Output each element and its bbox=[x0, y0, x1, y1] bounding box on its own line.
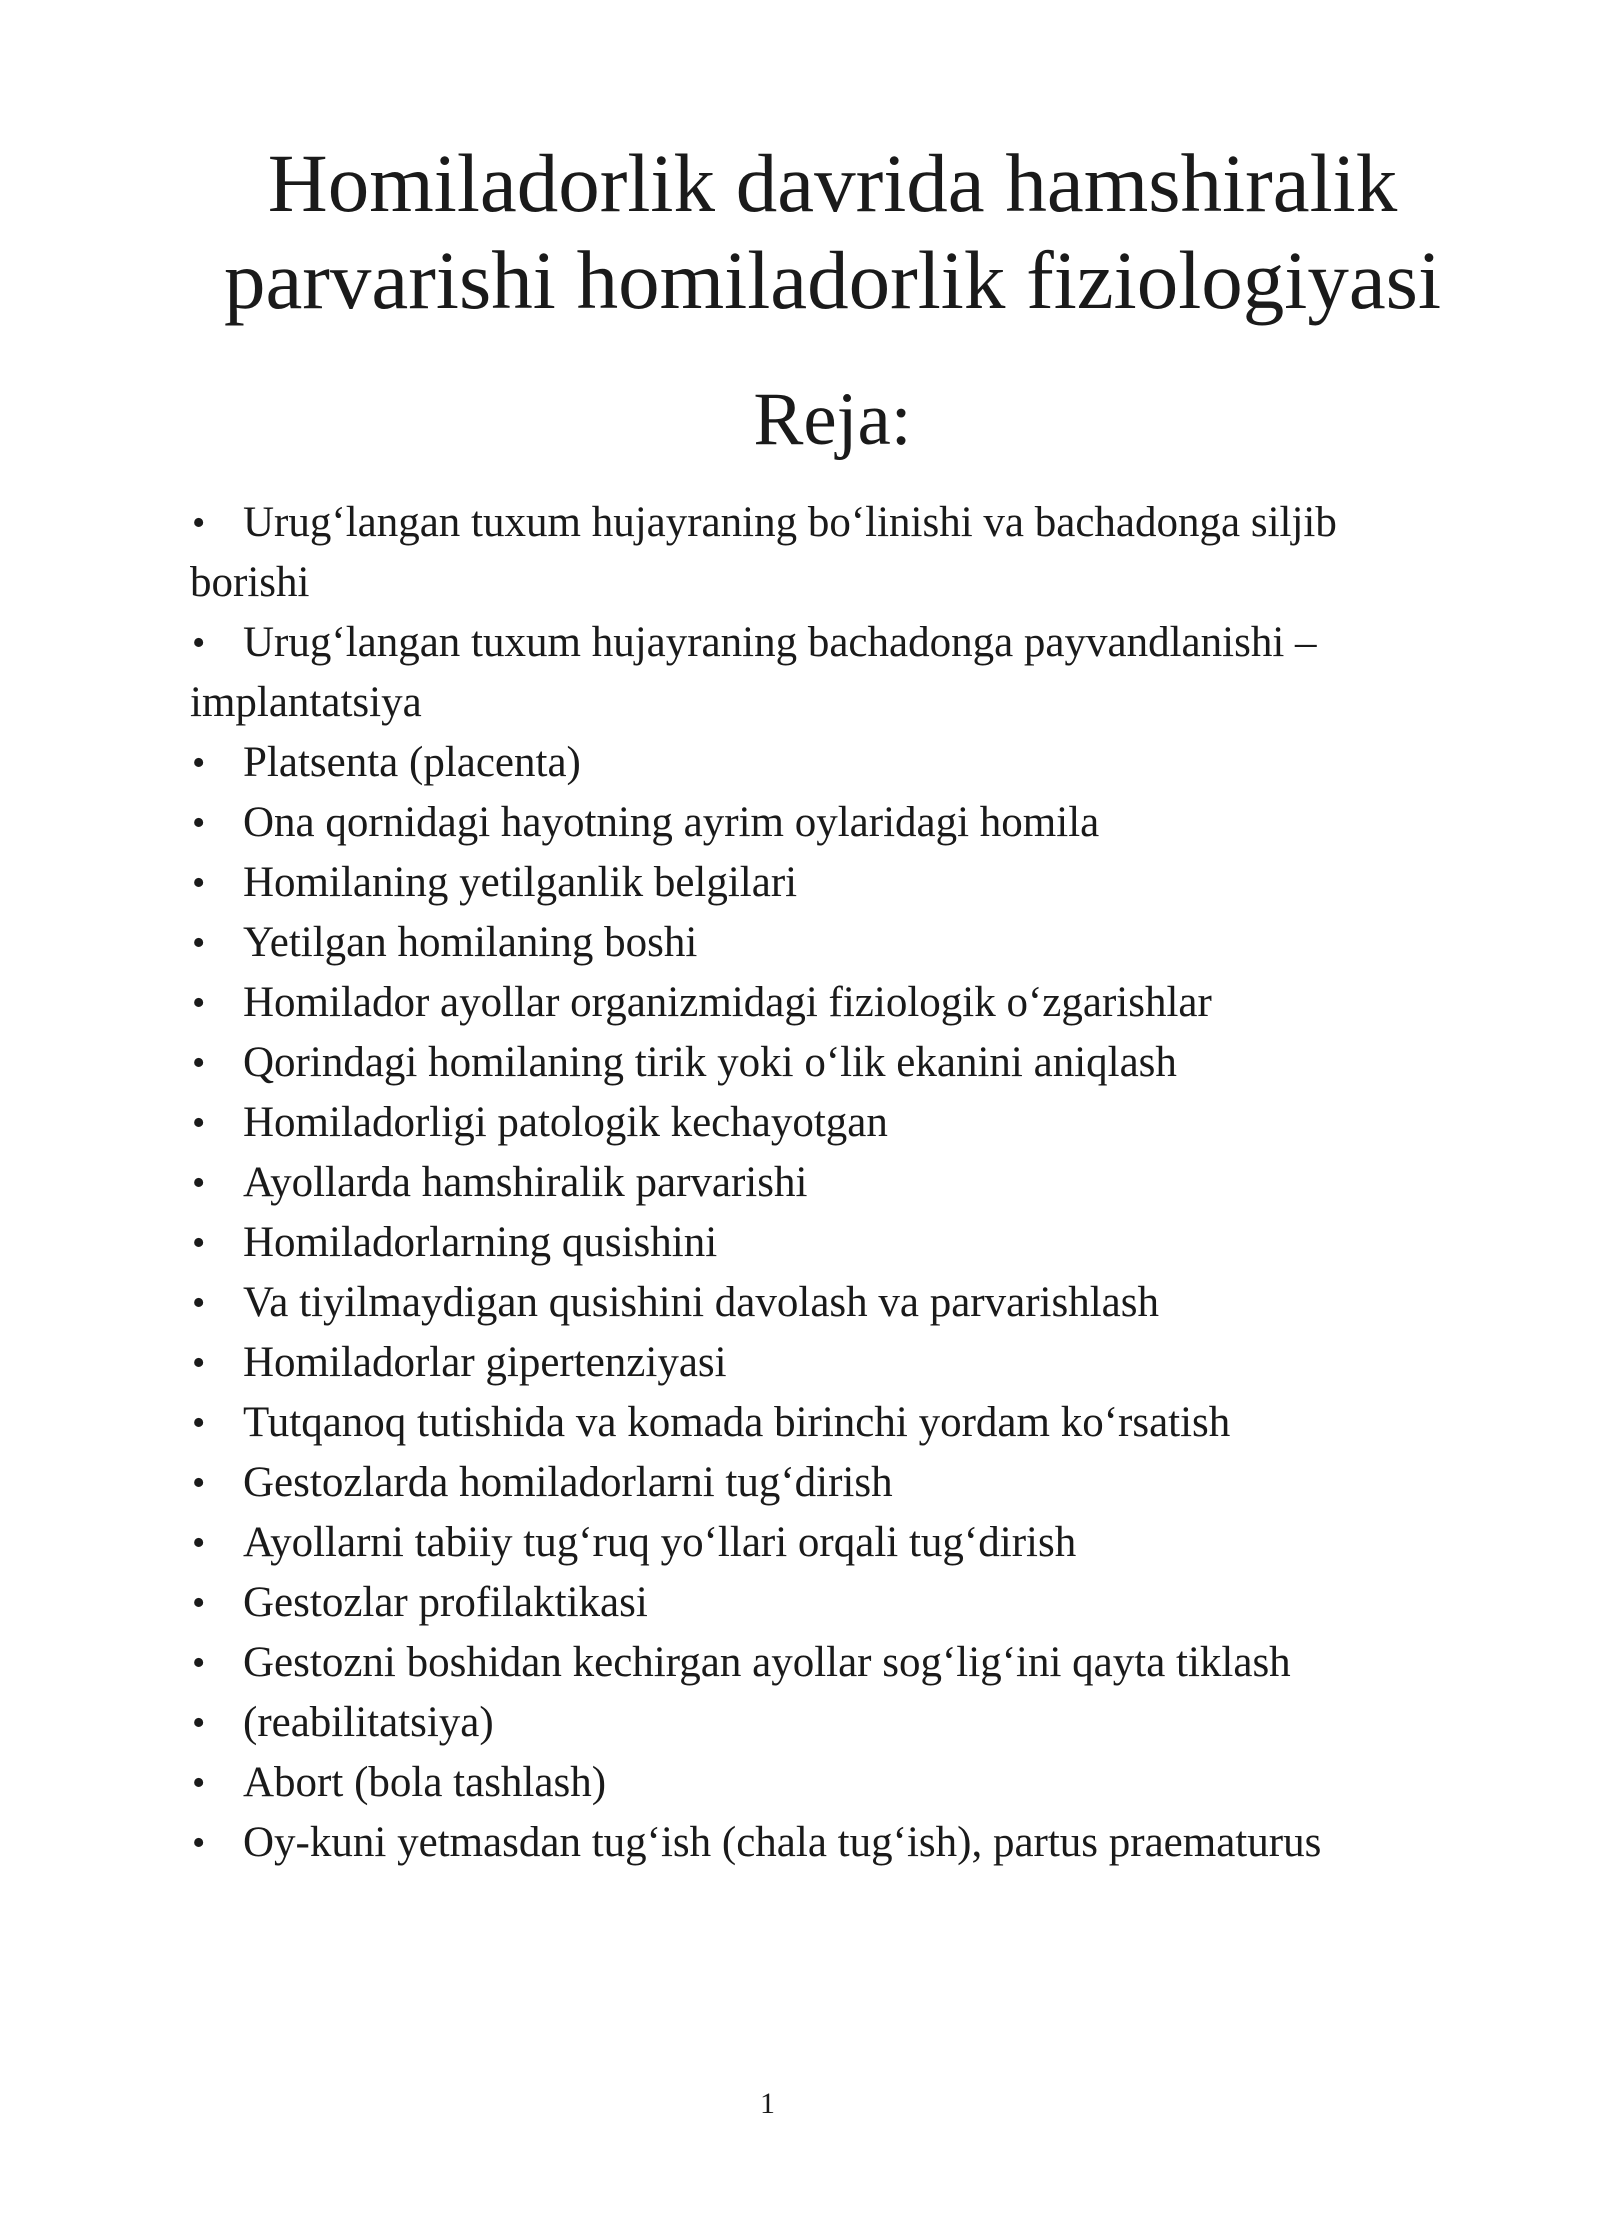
page-number: 1 bbox=[760, 2087, 775, 2120]
list-item bbox=[190, 1513, 1470, 1573]
title-line-2: parvarishi homiladorlik fiziologiyasi bbox=[223, 234, 1442, 326]
list-item-text: Gestozlarda homiladorlarni tug‘dirish bbox=[243, 1459, 893, 1506]
bullet-icon: • bbox=[192, 922, 206, 964]
list-item bbox=[190, 973, 1470, 1033]
bullet-icon: • bbox=[192, 862, 206, 904]
list-item-text: Ayollarda hamshiralik parvarishi bbox=[243, 1159, 808, 1206]
bullet-icon: • bbox=[192, 622, 206, 664]
bullet-icon: • bbox=[192, 1762, 206, 1804]
bullet-icon: • bbox=[192, 1102, 206, 1144]
bullet-icon: • bbox=[192, 982, 206, 1024]
list-item-text: Urug‘langan tuxum hujayraning bo‘linishi va bachadonga siljib bbox=[243, 499, 1337, 546]
bullet-icon: • bbox=[192, 1522, 206, 1564]
bullet-icon: • bbox=[192, 1582, 206, 1624]
list-item-text: Urug‘langan tuxum hujayraning bachadonga payvandlanishi – bbox=[243, 619, 1317, 666]
list-item bbox=[190, 793, 1470, 853]
list-item-text: Oy-kuni yetmasdan tug‘ish (chala tug‘ish), partus praematurus bbox=[243, 1819, 1322, 1866]
list-item-text: Homiladorlarning qusishini bbox=[243, 1219, 718, 1266]
list-item bbox=[190, 1393, 1470, 1453]
bullet-icon: • bbox=[192, 1462, 206, 1504]
list-item bbox=[190, 1813, 1470, 1873]
list-item-text: Gestozni boshidan kechirgan ayollar sog‘lig‘ini qayta tiklash bbox=[243, 1639, 1291, 1686]
title-line-1: Homiladorlik davrida hamshiralik bbox=[267, 137, 1398, 229]
list-item-text: Va tiyilmaydigan qusishini davolash va parvarishlash bbox=[243, 1279, 1159, 1326]
list-item bbox=[190, 1033, 1470, 1093]
plan-list bbox=[190, 493, 1470, 1873]
list-item-text: (reabilitatsiya) bbox=[243, 1699, 494, 1746]
list-item bbox=[190, 1453, 1470, 1513]
list-item bbox=[190, 1093, 1470, 1153]
bullet-icon: • bbox=[192, 742, 206, 784]
list-item-continuation: implantatsiya bbox=[190, 679, 422, 726]
list-item-text: Platsenta (placenta) bbox=[243, 739, 581, 786]
bullet-icon: • bbox=[192, 1702, 206, 1744]
bullet-icon: • bbox=[192, 1822, 206, 1864]
bullet-icon: • bbox=[192, 1162, 206, 1204]
list-item-continuation: borishi bbox=[190, 559, 310, 606]
bullet-icon: • bbox=[192, 802, 206, 844]
list-item bbox=[190, 1213, 1470, 1273]
list-item bbox=[190, 913, 1470, 973]
list-item-text: Gestozlar profilaktikasi bbox=[243, 1579, 648, 1626]
list-item-text: Homiladorligi patologik kechayotgan bbox=[243, 1099, 888, 1146]
bullet-icon: • bbox=[192, 1642, 206, 1684]
list-item bbox=[190, 1573, 1470, 1633]
list-item-text: Homilaning yetilganlik belgilari bbox=[243, 859, 798, 906]
list-item-text: Yetilgan homilaning boshi bbox=[243, 919, 698, 966]
list-item bbox=[190, 1753, 1470, 1813]
list-item-text: Ona qornidagi hayotning ayrim oylaridagi homila bbox=[243, 799, 1100, 846]
list-item bbox=[190, 1333, 1470, 1393]
list-item bbox=[190, 853, 1470, 913]
bullet-icon: • bbox=[192, 502, 206, 544]
bullet-icon: • bbox=[192, 1402, 206, 1444]
list-item bbox=[190, 493, 1470, 613]
list-item bbox=[190, 613, 1470, 733]
plan-heading: Reja: bbox=[753, 378, 912, 461]
list-item bbox=[190, 1273, 1470, 1333]
list-item-text: Tutqanoq tutishida va komada birinchi yordam ko‘rsatish bbox=[243, 1399, 1231, 1446]
bullet-icon: • bbox=[192, 1042, 206, 1084]
list-item bbox=[190, 1693, 1470, 1753]
list-item bbox=[190, 733, 1470, 793]
list-item-text: Qorindagi homilaning tirik yoki o‘lik ekanini aniqlash bbox=[243, 1039, 1177, 1086]
list-item-text: Homilador ayollar organizmidagi fiziologik o‘zgarishlar bbox=[243, 979, 1212, 1026]
list-item-text: Ayollarni tabiiy tug‘ruq yo‘llari orqali tug‘dirish bbox=[243, 1519, 1077, 1566]
bullet-icon: • bbox=[192, 1282, 206, 1324]
page-title bbox=[100, 135, 1565, 329]
list-item bbox=[190, 1153, 1470, 1213]
bullet-icon: • bbox=[192, 1342, 206, 1384]
list-item bbox=[190, 1633, 1470, 1693]
list-item-text: Abort (bola tashlash) bbox=[243, 1759, 607, 1806]
list-item-text: Homiladorlar gipertenziyasi bbox=[243, 1339, 727, 1386]
bullet-icon: • bbox=[192, 1222, 206, 1264]
